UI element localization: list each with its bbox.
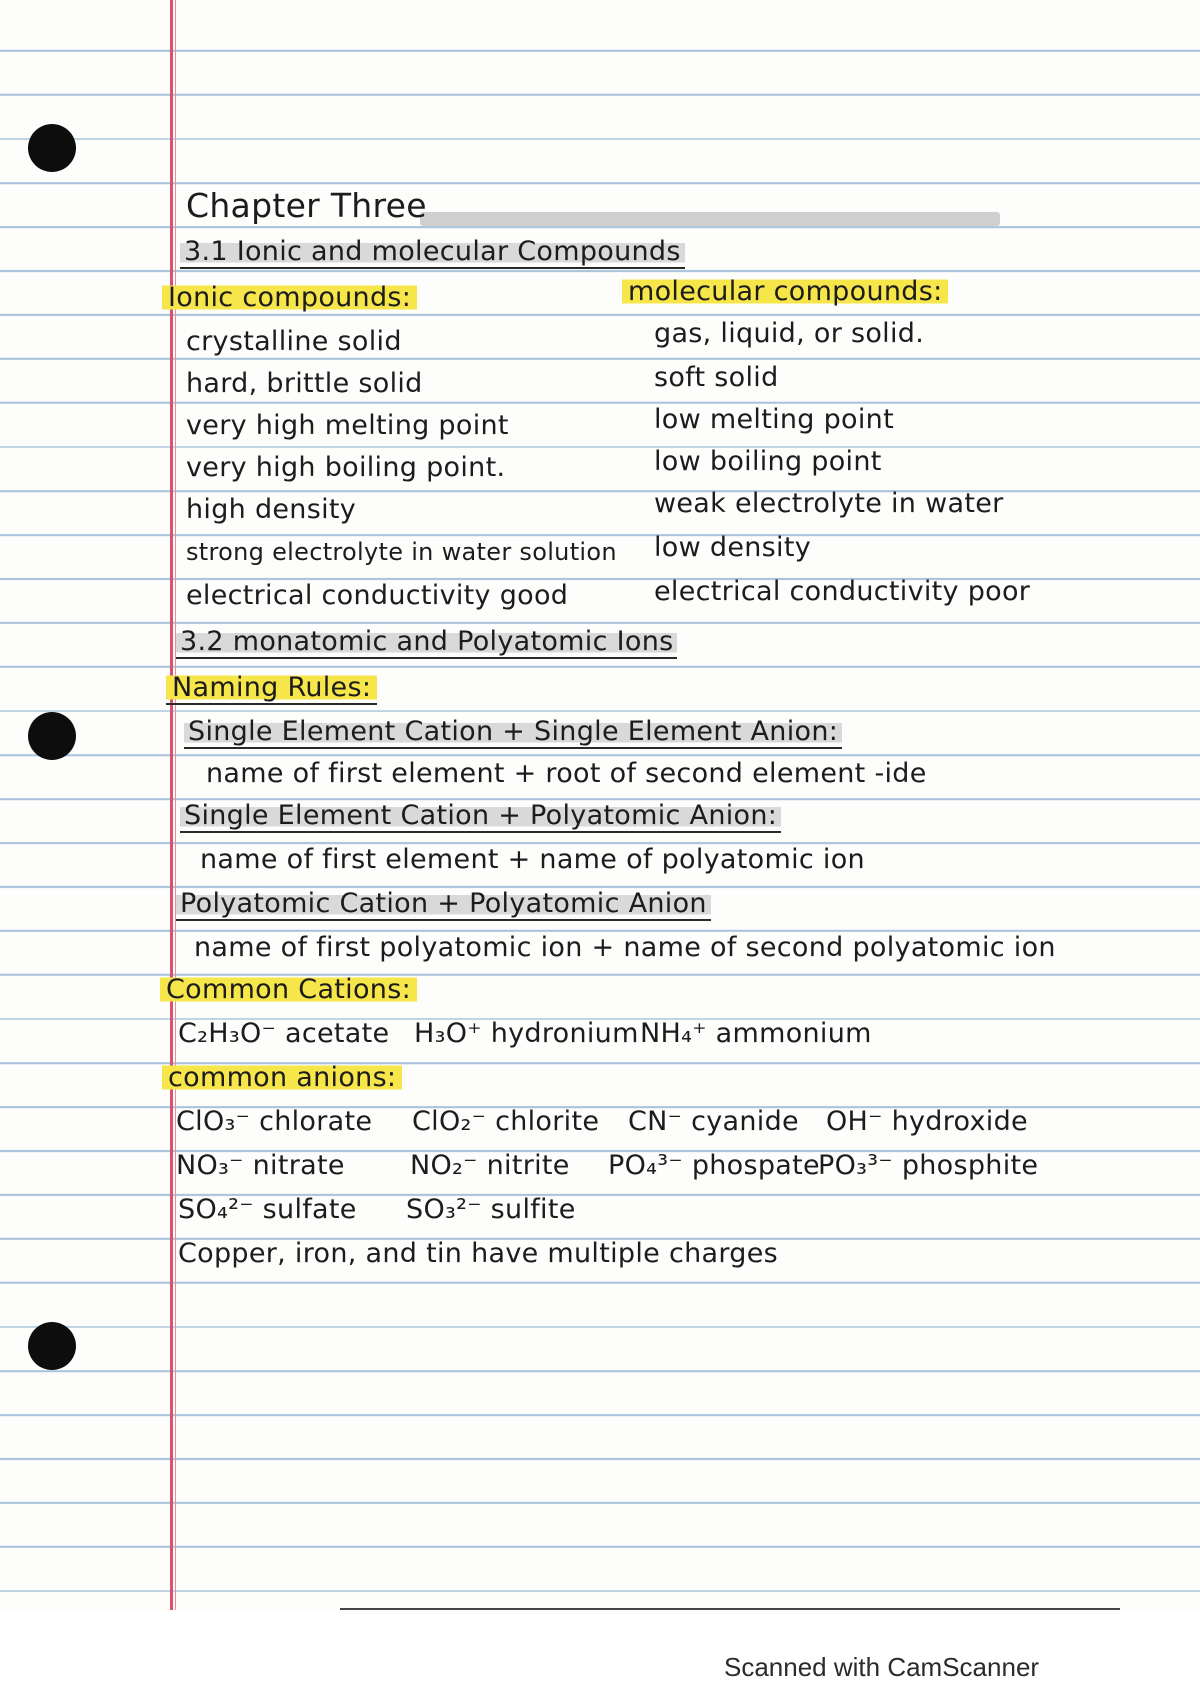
binder-hole-top <box>28 124 76 172</box>
common-cations-heading: Common Cations: <box>160 974 417 1005</box>
molecular-property-7: electrical conductivity poor <box>654 576 1031 607</box>
ionic-property-3: very high melting point <box>186 410 509 441</box>
anion-sulfite: SO₃²⁻ sulfite <box>406 1194 576 1225</box>
binder-hole-bottom <box>28 1322 76 1370</box>
naming-rules-heading: Naming Rules: <box>166 672 377 703</box>
title-underline-highlight <box>420 212 1000 226</box>
multiple-charges-note: Copper, iron, and tin have multiple charges <box>178 1238 779 1269</box>
molecular-property-2: soft solid <box>654 362 779 393</box>
anion-nitrate: NO₃⁻ nitrate <box>176 1150 345 1181</box>
anion-phosphite: PO₃³⁻ phosphite <box>818 1150 1039 1181</box>
anion-cyanide: CN⁻ cyanide <box>628 1106 799 1137</box>
page-bottom-edge <box>340 1608 1120 1610</box>
section-1-heading: 3.1 Ionic and molecular Compounds <box>180 236 685 267</box>
section-2-heading: 3.2 monatomic and Polyatomic Ions <box>176 626 677 657</box>
rule-1-description: name of first element + root of second element -ide <box>206 758 927 789</box>
margin-line-inner <box>175 0 176 1610</box>
cation-hydronium: H₃O⁺ hydronium <box>414 1018 639 1049</box>
ionic-property-1: crystalline solid <box>186 326 402 357</box>
ionic-compounds-heading: Ionic compounds: <box>162 282 417 313</box>
anion-hydroxide: OH⁻ hydroxide <box>826 1106 1028 1137</box>
binder-hole-middle <box>28 712 76 760</box>
molecular-property-5: weak electrolyte in water <box>654 488 1004 519</box>
molecular-property-4: low boiling point <box>654 446 882 477</box>
molecular-compounds-heading: molecular compounds: <box>622 276 948 307</box>
ionic-property-5: high density <box>186 494 357 525</box>
rule-1-case: Single Element Cation + Single Element Anion: <box>184 716 842 747</box>
cation-acetate: C₂H₃O⁻ acetate <box>178 1018 390 1049</box>
molecular-property-3: low melting point <box>654 404 894 435</box>
rule-3-case: Polyatomic Cation + Polyatomic Anion <box>176 888 711 919</box>
molecular-property-1: gas, liquid, or solid. <box>654 318 925 349</box>
rule-3-description: name of first polyatomic ion + name of second polyatomic ion <box>194 932 1056 963</box>
ionic-property-6: strong electrolyte in water solution <box>186 538 617 566</box>
molecular-property-6: low density <box>654 532 811 563</box>
chapter-title: Chapter Three <box>186 186 427 225</box>
ionic-property-2: hard, brittle solid <box>186 368 423 399</box>
anion-chlorate: ClO₃⁻ chlorate <box>176 1106 373 1137</box>
cation-ammonium: NH₄⁺ ammonium <box>640 1018 872 1049</box>
rule-2-case: Single Element Cation + Polyatomic Anion: <box>180 800 781 831</box>
ionic-property-4: very high boiling point. <box>186 452 506 483</box>
ionic-property-7: electrical conductivity good <box>186 580 569 611</box>
rule-2-description: name of first element + name of polyatomic ion <box>200 844 865 875</box>
anion-phospate: PO₄³⁻ phospate <box>608 1150 820 1181</box>
anion-chlorite: ClO₂⁻ chlorite <box>412 1106 600 1137</box>
anion-nitrite: NO₂⁻ nitrite <box>410 1150 570 1181</box>
margin-line <box>170 0 173 1610</box>
camscanner-watermark: Scanned with CamScanner <box>724 1652 1040 1682</box>
anion-sulfate: SO₄²⁻ sulfate <box>178 1194 357 1225</box>
common-anions-heading: common anions: <box>162 1062 402 1093</box>
